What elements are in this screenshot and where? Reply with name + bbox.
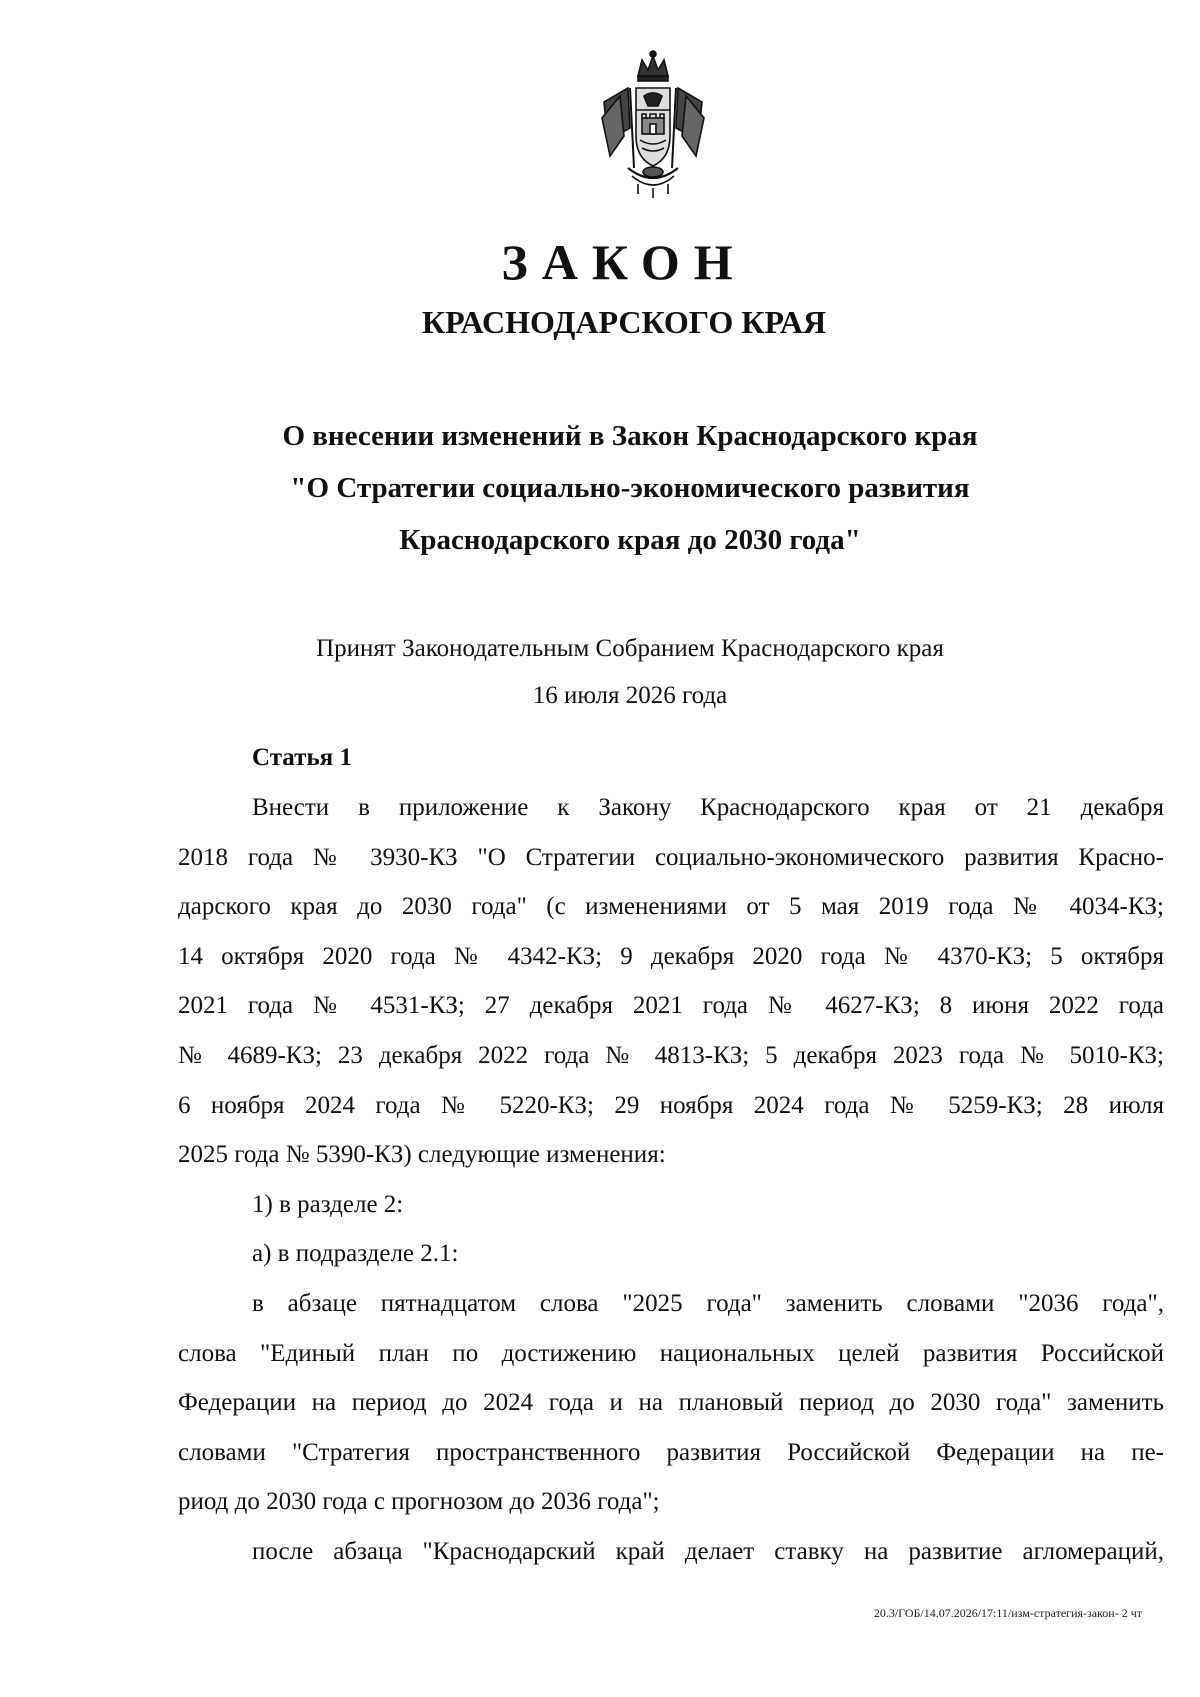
law-title: ЗАКОН: [501, 234, 747, 290]
text-line: 14 октября 2020 года № 4342-КЗ; 9 декабря 2020 года № 4370-КЗ; 5 октября: [178, 942, 1164, 970]
article-paragraph: [178, 783, 1164, 1180]
list-item: 1) в разделе 2:: [252, 1190, 404, 1218]
text-line: словами "Стратегия пространственного развития Российской Федерации на пе-: [178, 1438, 1164, 1466]
article-paragraph: [178, 1279, 1164, 1527]
law-subject: [178, 410, 1082, 566]
adoption-date: 16 июля 2026 года: [532, 682, 728, 709]
text-line: риод до 2030 года с прогнозом до 2036 года";: [178, 1488, 660, 1516]
text-line: 6 ноября 2024 года № 5220-КЗ; 29 ноября 2024 года № 5259-КЗ; 28 июля: [178, 1091, 1164, 1119]
article-heading: Статья 1: [252, 744, 352, 771]
text-line: № 4689-КЗ; 23 декабря 2022 года № 4813-КЗ; 5 декабря 2023 года № 5010-КЗ;: [178, 1041, 1164, 1069]
text-line: 2021 года № 4531-КЗ; 27 декабря 2021 года № 4627-КЗ; 8 июня 2022 года: [178, 992, 1164, 1020]
article-paragraph: [178, 1527, 1164, 1577]
article-body: [178, 783, 1164, 1577]
text-line: дарского края до 2030 года" (с изменениями от 5 мая 2019 года № 4034-КЗ;: [178, 893, 1164, 921]
text-line: слова "Единый план по достижению национальных целей развития Российской: [178, 1339, 1164, 1367]
text-line: после абзаца "Краснодарский край делает ставку на развитие агломераций,: [252, 1537, 1164, 1565]
text-line: в абзаце пятнадцатом слова "2025 года" заменить словами "2036 года",: [252, 1289, 1164, 1317]
krasnodar-coat-of-arms-icon: [598, 48, 708, 198]
text-line: Внести в приложение к Закону Краснодарского края от 21 декабря: [252, 794, 1164, 821]
region-name: КРАСНОДАРСКОГО КРАЯ: [421, 304, 827, 340]
list-item: а) в подразделе 2.1:: [252, 1240, 459, 1268]
adoption-note: [178, 625, 1082, 719]
text-line: 2018 года № 3930-КЗ "О Стратегии социально-экономического развития Красно-: [178, 843, 1164, 871]
adoption-body: Принят Законодательным Собранием Краснодарского края: [316, 635, 944, 662]
subject-line: "О Стратегии социально-экономического развития: [290, 472, 970, 504]
text-line: 2025 года № 5390-КЗ) следующие изменения:: [178, 1141, 666, 1169]
subject-line: Краснодарского края до 2030 года": [399, 524, 861, 556]
text-line: Федерации на период до 2024 года и на плановый период до 2030 года" заменить: [178, 1389, 1164, 1417]
subject-line: О внесении изменений в Закон Краснодарского края: [282, 420, 978, 452]
document-code: 20.3/ГОБ/14.07.2026/17:11/изм-стратегия-закон- 2 чт: [873, 1606, 1142, 1620]
